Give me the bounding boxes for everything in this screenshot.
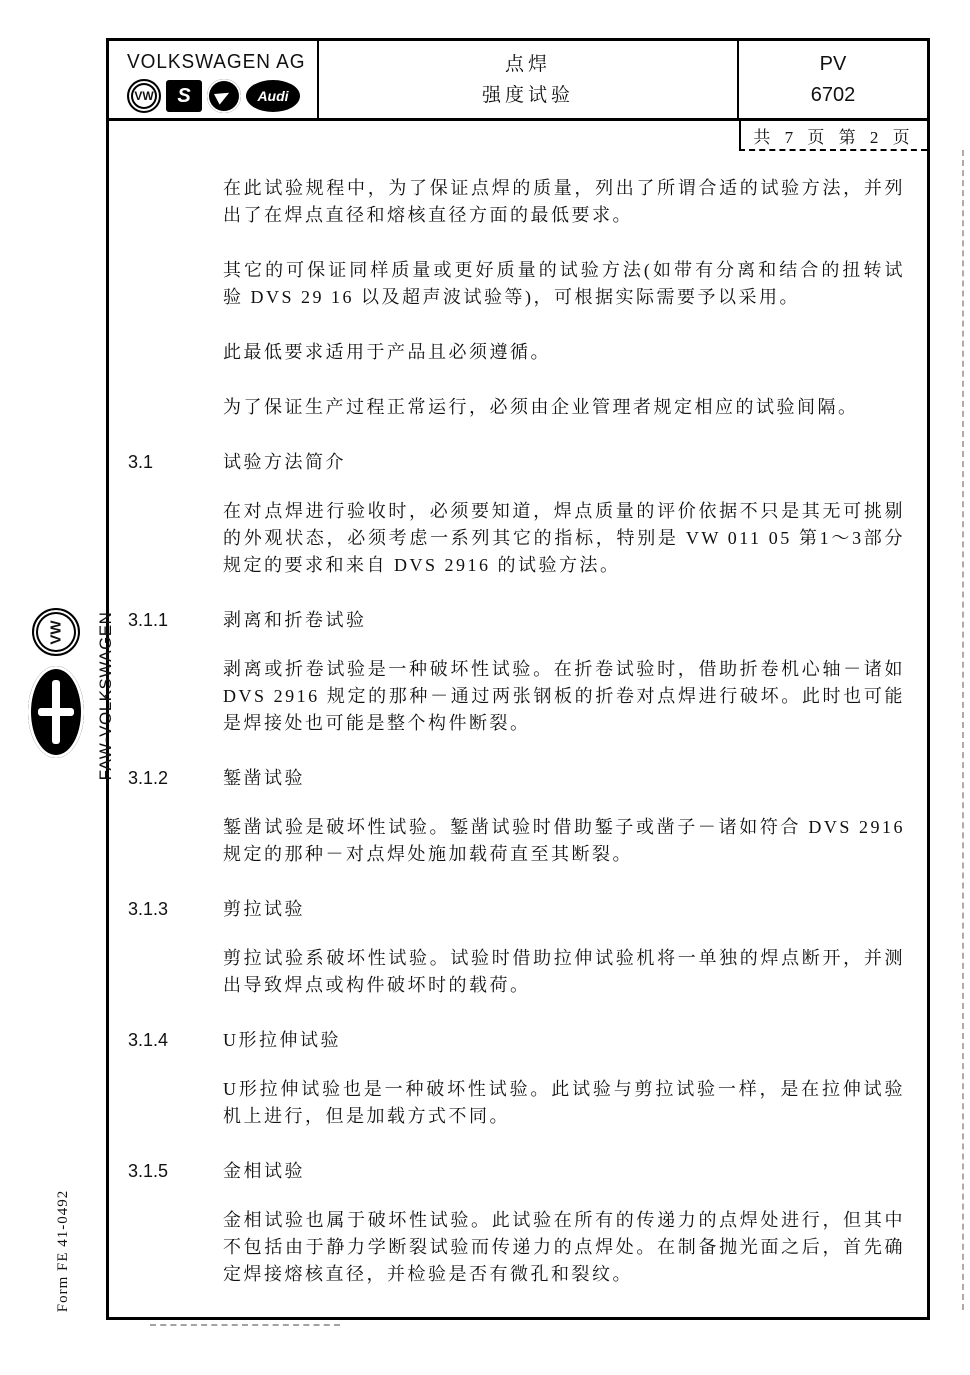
section-number: 3.1.1 xyxy=(128,610,169,630)
section-title: 錾凿试验 xyxy=(223,768,305,788)
document-frame xyxy=(106,38,930,1320)
faw-vw-brand-label: FAW-VOLKSWAGEN xyxy=(96,611,115,781)
section-3-1-4 xyxy=(128,1027,905,1130)
section-title: 剪拉试验 xyxy=(223,899,305,919)
document-code-number: 6702 xyxy=(810,84,856,106)
section-number: 3.1.4 xyxy=(128,1030,169,1050)
company-cell xyxy=(109,41,319,118)
document-title-line1: 点焊 xyxy=(504,54,551,75)
section-number: 3.1.5 xyxy=(128,1161,169,1181)
section-body: 剪拉试验系破坏性试验。试验时借助拉伸试验机将一单独的焊点断开，并测出导致焊点或构件破坏时的载荷。 xyxy=(223,948,905,995)
document-code-cell xyxy=(739,41,927,118)
document-title-cell xyxy=(319,41,739,118)
section-3-1-5 xyxy=(128,1158,905,1288)
intro-paragraph: 其它的可保证同样质量或更好质量的试验方法(如带有分离和结合的扭转试验 DVS 29 16 以及超声波试验等)，可根据实际需要予以采用。 xyxy=(223,260,905,307)
document-body xyxy=(109,151,927,1320)
section-title: 试验方法简介 xyxy=(223,452,346,472)
document-title-line2: 强度试验 xyxy=(481,85,574,106)
document-code-label: PV xyxy=(819,53,847,75)
intro-paragraph: 此最低要求适用于产品且必须遵循。 xyxy=(223,342,551,362)
seat-logo-icon: S xyxy=(166,80,202,112)
vw-logo-icon: VW xyxy=(127,79,161,113)
section-3-1-3 xyxy=(128,896,905,999)
company-name: VOLKSWAGEN AG xyxy=(127,51,306,73)
scan-artifact-bottom xyxy=(150,1324,340,1326)
brand-logos-row xyxy=(127,79,317,113)
vw-roundel-icon: VW xyxy=(32,608,80,656)
section-number: 3.1.2 xyxy=(128,768,169,788)
section-title: 金相试验 xyxy=(223,1161,305,1181)
section-3-1 xyxy=(128,449,905,579)
section-number: 3.1.3 xyxy=(128,899,169,919)
section-body: 剥离或折卷试验是一种破坏性试验。在折卷试验时，借助折卷机心轴－诸如 DVS 2916 规定的那种－通过两张钢板的折卷对点焊进行破坏。此时也可能是焊接处也可能是整个构件断裂。 xyxy=(223,659,905,733)
section-body: U形拉伸试验也是一种破坏性试验。此试验与剪拉试验一样，是在拉伸试验机上进行，但是加载方式不同。 xyxy=(223,1079,905,1126)
document-header xyxy=(109,41,927,121)
scan-artifact-right-margin xyxy=(962,150,964,1310)
section-3-1-2 xyxy=(128,765,905,868)
section-body: 金相试验也属于破坏性试验。此试验在所有的传递力的点焊处进行，但其中不包括由于静力学断裂试验而传递力的点焊处。在制备抛光面之后，首先确定焊接熔核直径，并检验是否有微孔和裂纹。 xyxy=(223,1210,905,1284)
page-info-row xyxy=(109,121,927,151)
skoda-logo-icon xyxy=(207,79,241,113)
page-info: 共 7 页 第 2 页 xyxy=(739,121,927,151)
section-title: U形拉伸试验 xyxy=(223,1030,341,1050)
audi-logo-icon: Audi xyxy=(246,80,300,112)
faw-vw-brand-block xyxy=(16,600,115,800)
intro-paragraph: 在此试验规程中，为了保证点焊的质量，列出了所谓合适的试验方法，并列出了在焊点直径和熔核直径方面的最低要求。 xyxy=(223,178,905,225)
section-3-1-1 xyxy=(128,607,905,737)
section-body: 在对点焊进行验收时，必须要知道，焊点质量的评价依据不只是其无可挑剔的外观状态，必须考虑一系列其它的指标，特别是 VW 011 05 第1～3部分规定的要求和来自 DVS 2916 的试验方法。 xyxy=(223,501,905,575)
form-number-label: Form FE 41-0492 xyxy=(55,1189,71,1313)
section-title: 剥离和折卷试验 xyxy=(223,610,367,630)
faw-logo-icon xyxy=(28,666,84,758)
section-number: 3.1 xyxy=(128,452,154,472)
intro-paragraph: 为了保证生产过程正常运行，必须由企业管理者规定相应的试验间隔。 xyxy=(223,397,859,417)
section-body: 錾凿试验是破坏性试验。錾凿试验时借助錾子或凿子－诸如符合 DVS 2916规定的那种－对点焊处施加载荷直至其断裂。 xyxy=(223,817,905,864)
